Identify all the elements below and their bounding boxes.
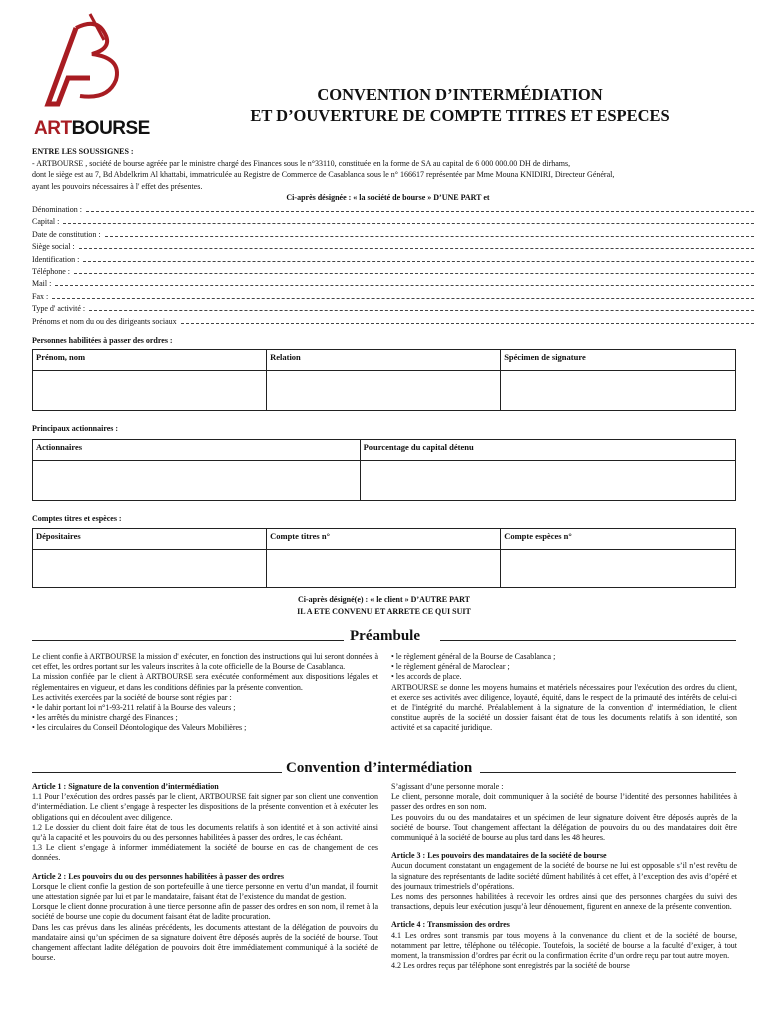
field-fill-line[interactable]	[83, 255, 754, 262]
field-row	[32, 264, 754, 276]
logo-brand-text: ARTBOURSE	[34, 118, 150, 139]
field-row	[32, 252, 754, 264]
article-paragraph: Lorsque le client donne procuration à une tierce personne afin de passer des ordres en son nom, il remet à la société de bourse une copie du document faisant état de ladite procuration.	[32, 902, 378, 922]
actionnaires-cell-pourcentage[interactable]	[360, 461, 735, 501]
article-heading: Article 4 : Transmission des ordres	[391, 920, 510, 930]
field-label: Type d' activité :	[32, 304, 86, 314]
field-fill-line[interactable]	[89, 304, 754, 311]
article-heading: Article 2 : Les pouvoirs du ou des personnes habilitées à passer des ordres	[32, 871, 284, 881]
field-fill-line[interactable]	[79, 242, 754, 249]
preambule-bullet: • les accords de place.	[391, 672, 462, 682]
client-designation	[32, 594, 736, 617]
article-paragraph: 1.3 Le client s’engage à informer immédiatement la société de bourse en cas de changement de ces données.	[32, 843, 378, 863]
field-row	[32, 214, 754, 226]
comptes-cell-depositaires[interactable]	[33, 550, 267, 588]
field-label: Fax :	[32, 291, 49, 301]
preambule-bullet: • le dahir portant loi n°1-93-211 relatif à la Bourse des valeurs ;	[32, 703, 236, 713]
field-label: Mail :	[32, 279, 52, 289]
personnes-header-relation: Relation	[267, 350, 501, 371]
actionnaires-header-pourcentage: Pourcentage du capital détenu	[360, 440, 735, 461]
article-paragraph: S’agissant d’une personne morale :	[391, 782, 504, 791]
actionnaires-label: Principaux actionnaires :	[32, 424, 119, 433]
convention-heading: Convention d’intermédiation	[286, 760, 473, 776]
preambule-paragraph: ARTBOURSE se donne les moyens humains et matériels nécessaires pour l'exécution des ordres du client, et exerce ses activités avec diligence, loyauté, équité, dans le respect de la primauté des intérêts de celui-ci et de l'intégrité du marché. Préalablement à la signature de la convention d' intermédiation, le client constitue auprès de la société un dossier faisant état de tous les documents relatifs à son identité, son activité et sa capacité juridique.	[391, 682, 737, 733]
preambule-rule-right	[440, 640, 736, 641]
actionnaires-header-name: Actionnaires	[33, 440, 361, 461]
client-designation-line-1: Ci-après désigné(e) : « le client » D’AUTRE PART	[298, 595, 470, 604]
client-designation-line-2: IL A ETE CONVENU ET ARRETE CE QUI SUIT	[297, 606, 471, 616]
article-paragraph: Le client, personne morale, doit communiquer à la société de bourse l’identité des personnes habilitées à passer des ordres en son nom.	[391, 792, 737, 812]
field-row	[32, 301, 754, 313]
convention-rule-left	[32, 772, 282, 773]
preambule-bullet: • les circulaires du Conseil Déontologique des Valeurs Mobilières ;	[32, 723, 247, 733]
field-label: Identification :	[32, 254, 80, 264]
convention-section-title	[32, 760, 736, 780]
field-fill-line[interactable]	[74, 267, 754, 274]
preambule-right-column	[391, 652, 737, 734]
parties-block	[32, 146, 744, 204]
title-line-2: ET D’OUVERTURE DE COMPTE TITRES ET ESPECES	[250, 106, 670, 125]
comptes-header-especes: Compte espèces n°	[501, 529, 736, 550]
field-fill-line[interactable]	[52, 292, 754, 299]
field-fill-line[interactable]	[86, 205, 754, 212]
convention-left-column	[32, 782, 378, 963]
field-fill-line[interactable]	[181, 317, 754, 324]
article-paragraph: 4.2 Les ordres reçus par téléphone sont enregistrés par la société de bourse	[391, 961, 630, 971]
preambule-paragraph: La mission confiée par le client à ARTBOURSE sera exécutée conformément aux dispositions légales et réglementaires en vigueur, et dans les conditions définies par la présente convention.	[32, 672, 378, 692]
article-paragraph: Les noms des personnes habilitées à recevoir les ordres ainsi que des personnes chargées du suivi des transactions, depuis leur exécution jusqu’à leur dénouement, figurent en annexe de la présente convention.	[391, 892, 737, 912]
personnes-table	[32, 349, 736, 411]
actionnaires-table	[32, 439, 736, 501]
article-paragraph: Aucun document constatant un engagement de la société de bourse ne lui est opposable s’il n’est revêtu de la signature des représentants de ladite société dûment habilités à cet effet, à l’exception des avis d’opéré et des journaux trimestriels d’opérations.	[391, 861, 737, 891]
parties-heading: ENTRE LES SOUSSIGNES :	[32, 147, 134, 156]
comptes-table	[32, 528, 736, 588]
field-row	[32, 314, 754, 326]
field-row	[32, 276, 754, 288]
article-paragraph: 1.2 Le dossier du client doit faire état de tous les documents relatifs à son identité et à son activité ainsi qu’à la capacité et les pouvoirs du ou des personnes habilitées à passer des ordres, le cas échéant.	[32, 822, 378, 843]
preambule-bullet: • le règlement général de Maroclear ;	[391, 662, 510, 672]
field-fill-line[interactable]	[63, 217, 754, 224]
parties-line-3: ayant les pouvoirs nécessaires à l' effet des présentes.	[32, 181, 203, 191]
convention-rule-right	[480, 772, 736, 773]
field-row	[32, 239, 754, 251]
personnes-header-signature: Spécimen de signature	[501, 350, 736, 371]
field-fill-line[interactable]	[55, 279, 754, 286]
article-paragraph: Dans les cas prévus dans les alinéas précédents, les documents attestant de la délégation de pouvoirs du mandataire ainsi qu’un spécimen de sa signature doivent être déposés auprès de la société de bourse. Tout changement affectant ladite délégation de pouvoirs doit être immédiatement communiqué à la société de bourse.	[32, 922, 378, 963]
personnes-header-nom: Prénom, nom	[33, 350, 267, 371]
actionnaires-cell-name[interactable]	[33, 461, 361, 501]
comptes-label: Comptes titres et espèces :	[32, 514, 122, 523]
parties-line-2: dont le siège est au 7, Bd Abdelkrim Al khattabi, immatriculée au Registre de Commerce de Casablanca sous le n° 166617 représentée par Mme Mouna KNIDIRI, Directeur Général,	[32, 170, 615, 179]
field-row	[32, 227, 754, 239]
article-paragraph: Lorsque le client confie la gestion de son portefeuille à une tierce personne en vertu d’un mandat, il fournit une attestation signée par lui et par le mandataire, faisant état de l’existence du mandat de gestion.	[32, 881, 378, 902]
field-label: Capital :	[32, 217, 60, 227]
preambule-bullet: • les arrêtés du ministre chargé des Finances ;	[32, 713, 178, 723]
field-row	[32, 289, 754, 301]
title-line-1: CONVENTION D’INTERMÉDIATION	[317, 85, 603, 104]
personnes-label: Personnes habilitées à passer des ordres :	[32, 336, 173, 345]
comptes-cell-especes[interactable]	[501, 550, 736, 588]
comptes-cell-titres[interactable]	[267, 550, 501, 588]
personnes-cell-signature[interactable]	[501, 371, 736, 411]
preambule-left-column	[32, 652, 378, 734]
preambule-section-title	[32, 628, 736, 648]
field-label: Siège social :	[32, 242, 75, 252]
convention-right-column	[391, 782, 737, 971]
preambule-rule-left	[32, 640, 344, 641]
personnes-cell-relation[interactable]	[267, 371, 501, 411]
field-label: Date de constitution :	[32, 229, 101, 239]
artbourse-logo	[30, 8, 150, 139]
comptes-header-depositaires: Dépositaires	[33, 529, 267, 550]
parties-designation: Ci-après désignée : « la société de bourse » D’UNE PART et	[286, 193, 490, 202]
field-fill-line[interactable]	[105, 230, 754, 237]
field-row	[32, 202, 754, 214]
article-paragraph: 1.1 Pour l’exécution des ordres passés par le client, ARTBOURSE fait signer par son client une convention d’intermédiation. Le client s’engage à respecter les dispositions de la présente convention et à exécuter les obligations qui en découlent avec diligence.	[32, 792, 378, 822]
article-paragraph: 4.1 Les ordres sont transmis par tous moyens à la convenance du client et de la société de bourse, notamment par lettre, téléphone ou télécopie. Toutefois, la société de bourse a la faculté d’exiger, à tout moment, la transmission d’ordres par écrit ou la confirmation écrite d’un ordre reçu par tout autre moyen.	[391, 930, 737, 961]
document-title	[170, 84, 750, 126]
field-label: Prénoms et nom du ou des dirigeants sociaux	[32, 316, 177, 326]
parties-line-1: - ARTBOURSE , société de bourse agréée par le ministre chargé des Finances sous le n°33110, constituée en la forme de SA au capital de 6 000 000.00 DH de dirhams,	[32, 158, 571, 168]
preambule-paragraph: Les activités exercées par la société de bourse sont régies par :	[32, 692, 232, 702]
personnes-cell-nom[interactable]	[33, 371, 267, 411]
comptes-header-titres: Compte titres n°	[267, 529, 501, 550]
field-label: Dénomination :	[32, 205, 82, 214]
preambule-bullet: • le règlement général de la Bourse de Casablanca ;	[391, 652, 556, 661]
preambule-heading: Préambule	[350, 628, 420, 644]
article-paragraph: Les pouvoirs du ou des mandataires et un spécimen de leur signature doivent être déposés auprès de la société de bourse. Tout changement affectant la délégation de pouvoirs du ou des mandataires doit être communiqué à la société de bourse au plus tard dans les 48 heures.	[391, 812, 737, 843]
article-heading: Article 3 : Les pouvoirs des mandataires de la société de bourse	[391, 851, 607, 861]
article-heading: Article 1 : Signature de la convention d’intermédiation	[32, 782, 219, 791]
field-label: Téléphone :	[32, 267, 70, 276]
preambule-paragraph: Le client confie à ARTBOURSE la mission d' exécuter, en fonction des instructions qui lui seront données à cet effet, les ordres portant sur les valeurs inscrites à la cote officielle de la Bourse de Casablanca.	[32, 652, 378, 672]
